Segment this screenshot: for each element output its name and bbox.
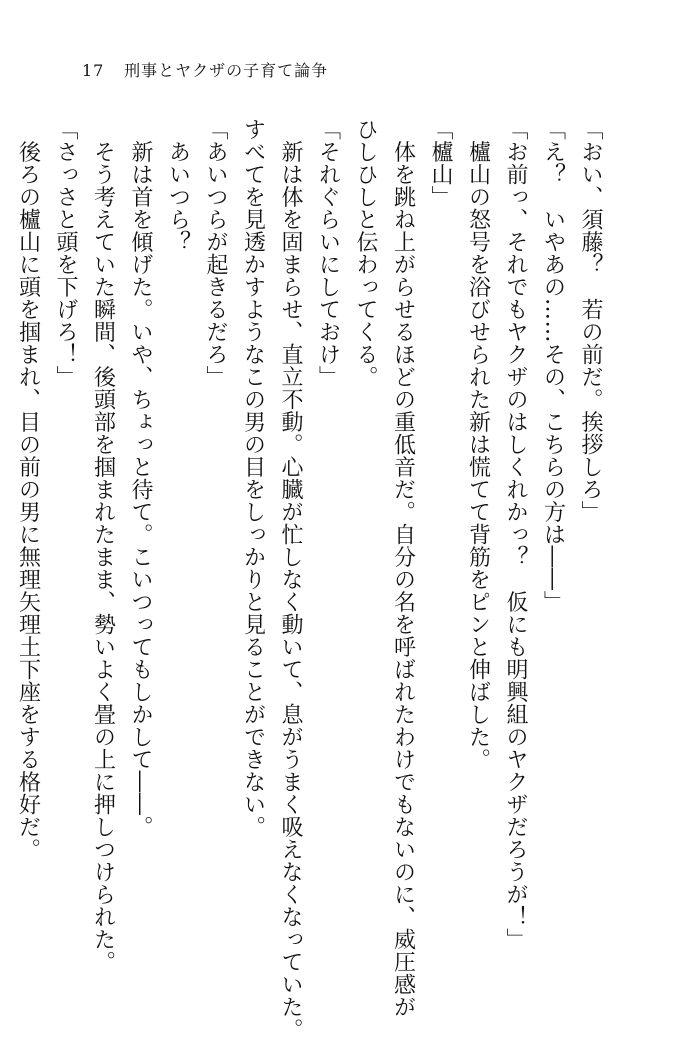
text-line: 体を跳ね上がらせるほどの重低音だ。自分の名を呼ばれたわけでもないのに、威圧感が <box>390 118 416 1018</box>
text-line: 「お前っ、それでもヤクザのはしくれかっ？ 仮にも明興組のヤクザだろうが！」 <box>503 118 528 951</box>
text-line: 「それぐらいにしておけ」 <box>315 118 341 388</box>
text-line: すべてを見透かすようなこの男の目をしっかりと見ることができない。 <box>240 118 266 838</box>
page-number: 17 <box>82 61 105 80</box>
text-line: 後ろの櫨山に頭を掴まれ、目の前の男に無理矢理土下座をする格好だ。 <box>15 118 41 861</box>
text-line: 「え？ いやあの……その、こちらの方は――」 <box>540 118 566 613</box>
text-line: 「櫨山」 <box>428 118 453 208</box>
text-line: そう考えていた瞬間、後頭部を掴まれたまま、勢いよく畳の上に押しつけられた。 <box>90 118 116 973</box>
vertical-body-text <box>9 118 609 1041</box>
book-title: 刑事とヤクザの子育て論争 <box>124 61 329 80</box>
text-line: 「おい、須藤？ 若の前だ。挨拶しろ」 <box>578 118 603 523</box>
text-line: 「さっさと頭を下げろ！」 <box>53 118 78 388</box>
text-line: 「あいつらが起きるだろ」 <box>203 118 228 388</box>
text-line: 櫨山の怒号を浴びせられた新は慌てて背筋をピンと伸ばした。 <box>465 118 491 771</box>
text-line: あいつら？ <box>165 118 191 253</box>
text-line: ひしひしと伝わってくる。 <box>353 118 378 388</box>
text-line: 新は体を固まらせ、直立不動。心臓が忙しなく動いて、息がうまく吸えなくなっていた。 <box>278 118 303 1041</box>
running-header <box>82 58 328 81</box>
text-line: 新は首を傾げた。いや、ちょっと待て。こいつってもしかして――。 <box>128 118 153 838</box>
